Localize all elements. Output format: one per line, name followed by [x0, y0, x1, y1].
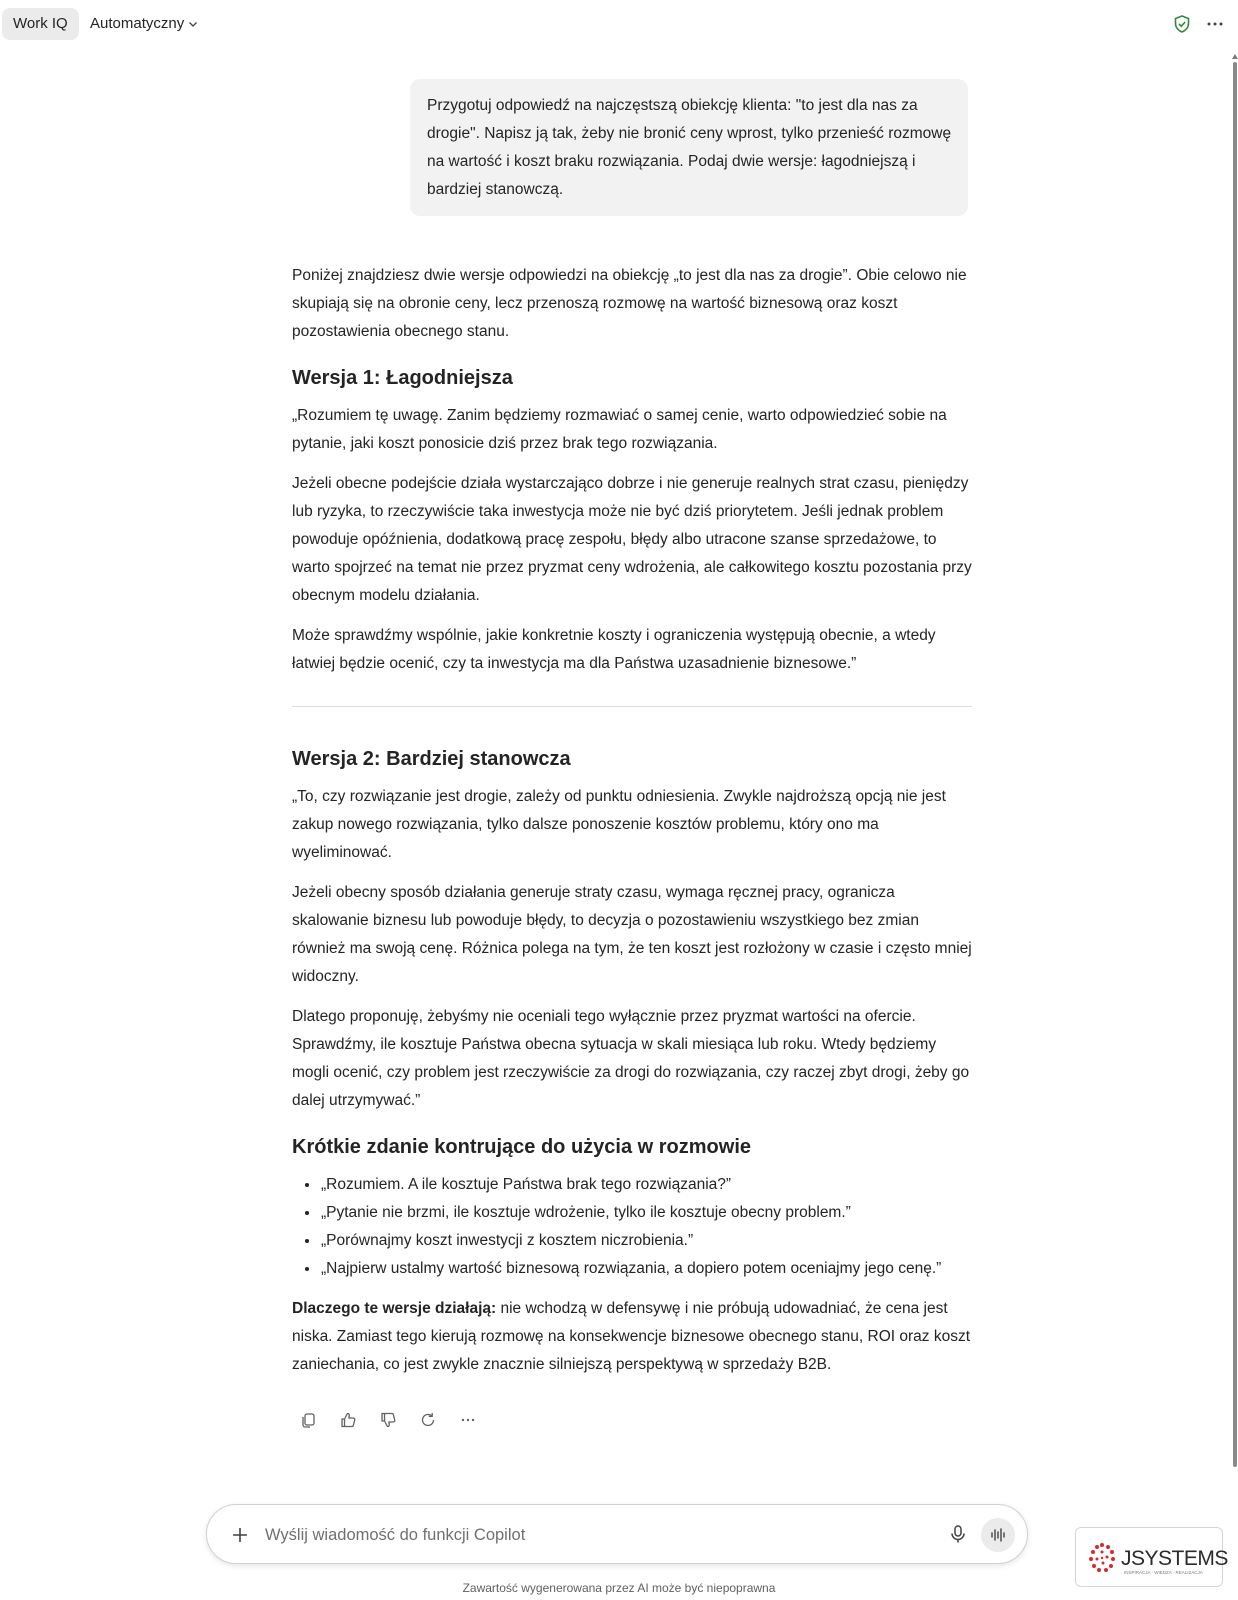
regenerate-icon: [419, 1411, 437, 1429]
more-actions-button[interactable]: [458, 1410, 478, 1430]
counter-phrases-list: [292, 1171, 972, 1283]
chevron-down-icon: [188, 19, 198, 29]
plus-icon[interactable]: [229, 1524, 251, 1546]
svg-text:JSYSTEMS: JSYSTEMS: [1121, 1547, 1228, 1570]
copy-icon: [299, 1411, 317, 1429]
thumbs-up-icon: [339, 1411, 357, 1429]
agent-selector-work-iq[interactable]: Work IQ: [2, 8, 79, 40]
copy-button[interactable]: [298, 1410, 318, 1430]
version-1-paragraph-3: Może sprawdźmy wspólnie, jakie konkretnie koszty i ograniczenia występują obecnie, a wtedy łatwiej będzie ocenić, czy ta inwestycja ma dla Państwa uzasadnienie biznesowe.”: [292, 627, 936, 672]
dislike-button[interactable]: [378, 1410, 398, 1430]
scroll-up-arrow-icon[interactable]: [1232, 54, 1238, 59]
mode-dropdown[interactable]: [90, 8, 198, 40]
user-message-bubble: Przygotuj odpowiedź na najczęstszą obiekcję klienta: "to jest dla nas za drogie". Napisz ją tak, żeby nie bronić ceny wprost, tylko przenieść rozmowę na wartość i koszt braku rozwiązania. Podaj dwie wersje: łagodniejszą i bardziej stanowczą.: [410, 79, 968, 216]
heading-version-2: Wersja 2: Bardziej stanowcza: [292, 748, 571, 770]
version-1-paragraph-2: Jeżeli obecne podejście działa wystarczająco dobrze i nie generuje realnych strat czasu, pieniędzy lub ryzyka, to rzeczywiście taka inwestycja może nie być dziś priorytetem. Jeśli jednak problem powoduje opóźnienia, dodatkową pracę zespołu, błędy albo utracone szanse sprzedażowe, to warto spojrzeć na temat nie przez pryzmat ceny wdrożenia, ale całkowitego kosztu pozostania przy obecnym modelu działania.: [292, 475, 972, 604]
response-intro: Poniżej znajdziesz dwie wersje odpowiedzi na obiekcję „to jest dla nas za drogie”. Obie celowo nie skupiają się na obronie ceny, lecz przenoszą rozmowę na wartość biznesową oraz koszt pozostawienia obecnego stanu.: [292, 267, 967, 340]
top-bar: [0, 0, 1238, 48]
why-it-works-paragraph: [292, 1295, 972, 1379]
microphone-icon[interactable]: [947, 1523, 969, 1545]
version-1-paragraph-1: „Rozumiem tę uwagę. Zanim będziemy rozmawiać o samej cenie, warto odpowiedzieć sobie na pytanie, jaki koszt ponosicie dziś przez brak tego rozwiązania.: [292, 407, 947, 452]
message-input[interactable]: [263, 1519, 907, 1551]
list-item: • „Pytanie nie brzmi, ile kosztuje wdrożenie, tylko ile kosztuje obecny problem.”: [320, 1199, 972, 1227]
why-it-works-text: nie wchodzą w defensywę i nie próbują udowadniać, że cena jest niska. Zamiast tego kierują rozmowę na konsekwencje biznesowe obecnego stanu, ROI oraz koszt zaniechania, co jest zwykle znacznie silniejszą perspektywą w sprzedaży B2B.: [292, 1300, 971, 1373]
heading-version-1: Wersja 1: Łagodniejsza: [292, 367, 513, 389]
heading-short-phrases: Krótkie zdanie kontrujące do użycia w rozmowie: [292, 1136, 751, 1158]
version-2-paragraph-3: Dlatego proponuję, żebyśmy nie oceniali tego wyłącznie przez pryzmat wartości na ofercie. Sprawdźmy, ile kosztuje Państwa obecna sytuacja w skali miesiąca lub roku. Wtedy będziemy mogli ocenić, czy problem jest rzeczywiście za drogi do rozwiązania, czy raczej zbyt drogi, żeby go dalej utrzymywać.”: [292, 1008, 970, 1109]
version-2-paragraph-1: „To, czy rozwiązanie jest drogie, zależy od punktu odniesienia. Zwykle najdroższą opcją nie jest zakup nowego rozwiązania, tylko dalsze ponoszenie kosztów problemu, który ono ma wyeliminować.: [292, 788, 946, 861]
more-options-icon[interactable]: [1204, 14, 1226, 34]
like-button[interactable]: [338, 1410, 358, 1430]
list-item: • „Porównajmy koszt inwestycji z kosztem niczrobienia.”: [320, 1227, 972, 1255]
scrollbar-thumb[interactable]: [1233, 62, 1237, 1467]
more-horizontal-icon: [459, 1411, 477, 1429]
voice-waveform-icon: [989, 1526, 1007, 1544]
mode-label: Automatyczny: [90, 15, 185, 32]
voice-mode-button[interactable]: [981, 1518, 1015, 1552]
regenerate-button[interactable]: [418, 1410, 438, 1430]
jsystems-logo-icon: [1088, 1539, 1228, 1579]
list-item: • „Rozumiem. A ile kosztuje Państwa brak tego rozwiązania?”: [320, 1171, 972, 1199]
message-composer: [206, 1504, 1028, 1564]
thumbs-down-icon: [379, 1411, 397, 1429]
response-actions: [298, 1410, 478, 1434]
version-2-paragraph-2: Jeżeli obecny sposób działania generuje straty czasu, wymaga ręcznej pracy, ogranicza skalowanie biznesu lub powoduje błędy, to decyzja o pozostawieniu wszystkiego bez zmian również ma swoją cenę. Różnica polega na tym, że ten koszt jest rozłożony w czasie i często mniej widoczny.: [292, 884, 972, 985]
assistant-response: [292, 262, 972, 1391]
why-it-works-label: Dlaczego te wersje działają:: [292, 1300, 497, 1317]
section-divider: [292, 706, 972, 707]
ai-disclaimer: Zawartość wygenerowana przez AI może być niepoprawna: [462, 1581, 776, 1595]
jsystems-logo: [1075, 1527, 1228, 1587]
svg-text:INSPIRACJA · WIEDZA · REALIZAC: INSPIRACJA · WIEDZA · REALIZACJA: [1124, 1570, 1203, 1575]
shield-check-icon[interactable]: [1172, 14, 1192, 34]
list-item: • „Najpierw ustalmy wartość biznesową rozwiązania, a dopiero potem oceniajmy jego cenę.”: [320, 1255, 972, 1283]
